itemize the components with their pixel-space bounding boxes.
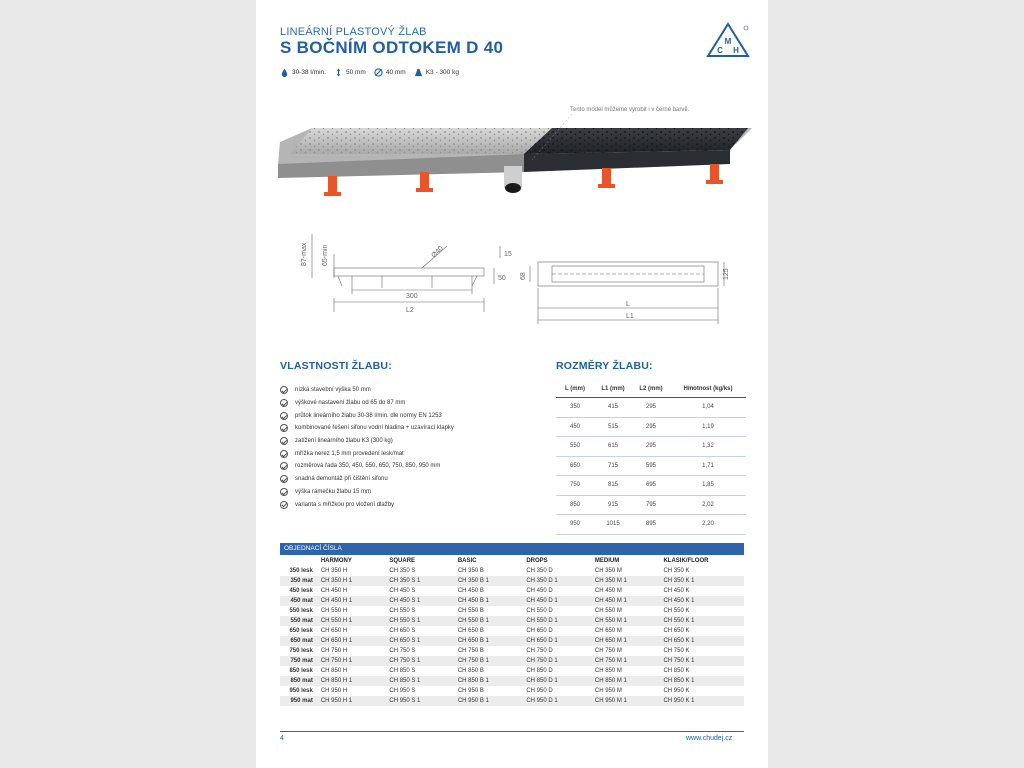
order-code: CH 650 D 1 — [524, 636, 593, 646]
dimensions-cell: 415 — [594, 398, 632, 418]
dimensions-cell: 1,85 — [670, 476, 746, 496]
order-code: CH 550 D 1 — [524, 616, 593, 626]
order-code: CH 850 S 1 — [387, 676, 455, 686]
dimensions-cell: 1,19 — [670, 417, 746, 437]
order-code: CH 550 S — [389, 608, 416, 614]
order-code: CH 750 M 1 — [593, 656, 662, 666]
orders-column-header: HARMONY — [320, 558, 352, 564]
order-code: CH 350 H 1 — [319, 576, 388, 586]
orders-row — [280, 686, 744, 696]
order-code: CH 550 H 1 — [319, 616, 388, 626]
dimensions-row — [556, 417, 746, 437]
order-code: CH 850 M 1 — [593, 676, 662, 686]
orders-row — [280, 566, 744, 576]
order-code: CH 450 M 1 — [593, 596, 662, 606]
order-code: CH 350 H — [320, 568, 348, 574]
orders-row — [280, 616, 744, 626]
property-text: kombinované řešení sifonu vodní hladina + uzavírací klapky — [295, 425, 454, 432]
dim-l1: L1 — [626, 313, 634, 320]
dimensions-cell: 795 — [632, 495, 670, 515]
order-code: CH 950 S 1 — [387, 696, 455, 706]
page-number: 4 — [280, 735, 284, 742]
order-code: CH 450 H 1 — [319, 596, 388, 606]
orders-row — [280, 666, 744, 676]
website-link[interactable]: www.chudej.cz — [686, 735, 733, 742]
spec-height-text: 50 mm — [345, 69, 366, 76]
dimensions-row — [556, 437, 746, 457]
dim-300: 300 — [406, 293, 418, 300]
orders-header-row — [280, 556, 744, 566]
order-code: CH 550 K 1 — [661, 616, 744, 626]
property-text: mřížka nerez 1,5 mm provedení lesk/mat — [295, 450, 404, 457]
orders-row-label: 350 mat — [280, 576, 319, 586]
dimensions-cell: 1,32 — [670, 437, 746, 457]
orders-row-label: 450 mat — [280, 596, 319, 606]
order-code: CH 650 M — [594, 628, 622, 634]
order-code: CH 350 D — [526, 568, 553, 574]
order-code: CH 950 S — [389, 688, 416, 694]
check-circle-icon — [280, 450, 288, 458]
properties-list — [280, 384, 530, 511]
order-code: CH 850 K — [663, 668, 690, 674]
dimensions-cell: 1,04 — [670, 398, 746, 418]
property-item — [280, 409, 530, 422]
order-code: CH 450 K 1 — [661, 596, 744, 606]
order-code: CH 850 H — [320, 668, 348, 674]
orders-heading: OBJEDNACÍ ČÍSLA — [280, 543, 744, 555]
order-code: CH 650 B 1 — [456, 636, 524, 646]
spec-bar — [280, 68, 459, 77]
water-drop-icon — [280, 68, 289, 77]
dim-125: 125 — [723, 268, 730, 280]
orders-row — [280, 596, 744, 606]
check-circle-icon — [280, 424, 288, 432]
dimensions-cell: 2,02 — [670, 495, 746, 515]
order-code: CH 450 H — [320, 588, 348, 594]
check-circle-icon — [280, 475, 288, 483]
order-code: CH 750 D 1 — [524, 656, 593, 666]
spec-height — [334, 68, 366, 77]
spec-diameter-text: 40 mm — [385, 69, 406, 76]
order-code: CH 850 H 1 — [319, 676, 388, 686]
property-text: výškové nastavení žlabu od 65 do 87 mm — [295, 400, 406, 407]
dim-l2: L2 — [406, 307, 414, 314]
orders-row-label: 950 lesk — [289, 688, 313, 694]
order-code: CH 450 K — [663, 588, 690, 594]
orders-row — [280, 626, 744, 636]
order-code: CH 750 B — [457, 648, 484, 654]
orders-row — [280, 606, 744, 616]
order-code: CH 950 H — [320, 688, 348, 694]
mch-logo — [706, 22, 750, 58]
technical-drawing — [272, 228, 752, 338]
dim-87-max: 87-max — [301, 242, 308, 266]
product-photo — [272, 112, 752, 222]
svg-text:M: M — [724, 37, 732, 46]
order-code: CH 850 B — [457, 668, 484, 674]
order-code: CH 550 B 1 — [456, 616, 524, 626]
order-code: CH 950 B — [457, 688, 484, 694]
property-item — [280, 460, 530, 473]
order-code: CH 650 H 1 — [319, 636, 388, 646]
dimensions-column-header: L (mm) — [556, 381, 594, 398]
order-code: CH 350 M 1 — [593, 576, 662, 586]
orders-row — [280, 696, 744, 706]
dimensions-cell: 615 — [594, 437, 632, 457]
page-subtitle: LINEÁRNÍ PLASTOVÝ ŽLAB — [280, 26, 427, 38]
check-circle-icon — [280, 501, 288, 509]
orders-column-header: BASIC — [457, 558, 477, 564]
orders-table — [280, 556, 744, 706]
property-text: nízká stavební výška 50 mm — [295, 387, 371, 394]
order-code: CH 550 M — [594, 608, 622, 614]
order-code: CH 450 S 1 — [387, 596, 455, 606]
order-code: CH 650 D — [526, 628, 553, 634]
catalog-page — [256, 0, 768, 768]
dimensions-column-header: Hmotnost (kg/ks) — [670, 381, 746, 398]
order-code: CH 750 H — [320, 648, 348, 654]
orders-row-label: 650 mat — [280, 636, 319, 646]
dim-l: L — [626, 301, 630, 308]
order-code: CH 350 S 1 — [387, 576, 455, 586]
order-code: CH 350 D 1 — [524, 576, 593, 586]
order-code: CH 650 M 1 — [593, 636, 662, 646]
orders-row — [280, 656, 744, 666]
order-code: CH 750 S 1 — [387, 656, 455, 666]
order-code: CH 850 D — [526, 668, 553, 674]
orders-row — [280, 576, 744, 586]
dim-65-min: 65-min — [322, 244, 329, 266]
orders-column-header: SQUARE — [389, 558, 416, 564]
check-circle-icon — [280, 437, 288, 445]
order-code: CH 750 K 1 — [661, 656, 744, 666]
order-code: CH 750 K — [663, 648, 690, 654]
order-code: CH 350 K — [663, 568, 690, 574]
property-item — [280, 422, 530, 435]
dimensions-column-header: L2 (mm) — [632, 381, 670, 398]
order-code: CH 650 B — [457, 628, 484, 634]
order-code: CH 550 K — [663, 608, 690, 614]
dimensions-row — [556, 398, 746, 418]
orders-row-label: 450 lesk — [289, 588, 313, 594]
dimensions-cell: 515 — [594, 417, 632, 437]
dimensions-cell: 550 — [556, 437, 594, 457]
order-code: CH 650 K 1 — [661, 636, 744, 646]
page-title: S BOČNÍM ODTOKEM D 40 — [280, 38, 504, 57]
property-item — [280, 435, 530, 448]
order-code: CH 350 M — [594, 568, 622, 574]
property-text: průtok lineárního žlabu 30-38 l/min. dle normy EN 1253 — [295, 412, 442, 419]
dimensions-cell: 650 — [556, 456, 594, 476]
dimensions-row — [556, 476, 746, 496]
dimensions-cell: 295 — [632, 398, 670, 418]
dimensions-header-row — [556, 381, 746, 398]
orders-row-label: 850 mat — [280, 676, 319, 686]
dim-15: 15 — [504, 251, 512, 258]
order-code: CH 450 M — [594, 588, 622, 594]
dimensions-row — [556, 456, 746, 476]
dimensions-cell: 350 — [556, 398, 594, 418]
orders-row — [280, 646, 744, 656]
order-code: CH 850 S — [389, 668, 416, 674]
property-text: výška rámečku žlabu 15 mm — [295, 488, 372, 495]
spec-flow — [280, 68, 326, 77]
order-code: CH 750 S — [389, 648, 416, 654]
properties-heading: VLASTNOSTI ŽLABU: — [280, 360, 392, 372]
dimensions-cell: 815 — [594, 476, 632, 496]
orders-bottom-rule — [280, 731, 744, 732]
property-text: snadná demontáž při čištění sifonu — [295, 476, 388, 483]
order-code: CH 450 S — [389, 588, 416, 594]
orders-row — [280, 636, 744, 646]
order-code: CH 750 H 1 — [319, 656, 388, 666]
order-code: CH 450 D — [526, 588, 553, 594]
spec-load — [414, 68, 459, 77]
check-circle-icon — [280, 462, 288, 470]
property-text: zatížení lineárního žlabu K3 (300 kg) — [295, 438, 393, 445]
order-code: CH 950 K 1 — [661, 696, 744, 706]
property-item — [280, 486, 530, 499]
orders-column-header: DROPS — [526, 558, 548, 564]
svg-text:C: C — [717, 46, 723, 55]
color-note: Tento model můžeme vyrobit i v černé barvě. — [570, 107, 690, 113]
diameter-icon — [374, 68, 383, 77]
order-code: CH 550 D — [526, 608, 553, 614]
order-code: CH 850 M — [594, 668, 622, 674]
dimensions-cell: 915 — [594, 495, 632, 515]
order-code: CH 550 H — [320, 608, 348, 614]
property-item — [280, 473, 530, 486]
order-code: CH 350 S — [389, 568, 416, 574]
dimensions-cell: 1,71 — [670, 456, 746, 476]
spec-flow-text: 30-38 l/min. — [292, 69, 326, 76]
dimensions-cell: 1015 — [594, 515, 632, 535]
spec-load-text: K3 - 300 kg — [425, 69, 459, 76]
property-item — [280, 447, 530, 460]
orders-row-label: 850 lesk — [289, 668, 313, 674]
order-code: CH 950 H 1 — [319, 696, 388, 706]
order-code: CH 550 M 1 — [593, 616, 662, 626]
dimensions-cell: 295 — [632, 417, 670, 437]
dimensions-table — [556, 381, 746, 535]
property-item — [280, 498, 530, 511]
order-code: CH 450 B — [457, 588, 484, 594]
dimensions-cell: 2,20 — [670, 515, 746, 535]
check-circle-icon — [280, 412, 288, 420]
property-item — [280, 384, 530, 397]
dimensions-cell: 595 — [632, 456, 670, 476]
dimensions-cell: 715 — [594, 456, 632, 476]
order-code: CH 550 B — [457, 608, 484, 614]
svg-text:H: H — [733, 46, 739, 55]
order-code: CH 650 K — [663, 628, 690, 634]
dimensions-cell: 950 — [556, 515, 594, 535]
dimensions-cell: 295 — [632, 437, 670, 457]
check-circle-icon — [280, 488, 288, 496]
height-arrow-icon — [334, 68, 343, 77]
spec-diameter — [374, 68, 406, 77]
order-code: CH 750 M — [594, 648, 622, 654]
orders-row-label: 950 mat — [280, 696, 319, 706]
order-code: CH 350 B 1 — [456, 576, 524, 586]
orders-row-label: 650 lesk — [289, 628, 313, 634]
dimensions-column-header: L1 (mm) — [594, 381, 632, 398]
dimensions-heading: ROZMĚRY ŽLABU: — [556, 360, 653, 372]
dim-d40: Ø40 — [430, 245, 445, 260]
dimensions-row — [556, 495, 746, 515]
dimensions-cell: 850 — [556, 495, 594, 515]
orders-row-label: 550 mat — [280, 616, 319, 626]
dimensions-cell: 750 — [556, 476, 594, 496]
order-code: CH 650 H — [320, 628, 348, 634]
orders-row — [280, 586, 744, 596]
orders-row — [280, 676, 744, 686]
orders-column-header: MEDIUM — [594, 558, 620, 564]
orders-column-header — [280, 556, 319, 566]
order-code: CH 950 M 1 — [593, 696, 662, 706]
dimensions-cell: 450 — [556, 417, 594, 437]
property-item — [280, 397, 530, 410]
property-text: rozměrová řada 350, 450, 550, 650, 750, 850, 950 mm — [295, 463, 441, 470]
dim-68: 68 — [520, 272, 527, 280]
order-code: CH 950 K — [663, 688, 690, 694]
property-text: varianta s mřížkou pro vložení dlažby — [295, 501, 395, 508]
order-code: CH 550 S 1 — [387, 616, 455, 626]
check-circle-icon — [280, 399, 288, 407]
orders-row-label: 750 mat — [280, 656, 319, 666]
order-code: CH 750 B 1 — [456, 656, 524, 666]
order-code: CH 950 B 1 — [456, 696, 524, 706]
order-code: CH 450 D 1 — [524, 596, 593, 606]
orders-column-header: KLASIK/FLOOR — [663, 558, 709, 564]
order-code: CH 850 D 1 — [524, 676, 593, 686]
check-circle-icon — [280, 386, 288, 394]
order-code: CH 850 B 1 — [456, 676, 524, 686]
dim-50: 50 — [498, 275, 506, 282]
order-code: CH 350 K 1 — [661, 576, 744, 586]
dimensions-cell: 695 — [632, 476, 670, 496]
orders-row-label: 350 lesk — [289, 568, 313, 574]
order-code: CH 650 S — [389, 628, 416, 634]
dimensions-row — [556, 515, 746, 535]
order-code: CH 650 S 1 — [387, 636, 455, 646]
weight-icon — [414, 68, 423, 77]
order-code: CH 350 B — [457, 568, 484, 574]
dimensions-cell: 895 — [632, 515, 670, 535]
order-code: CH 950 M — [594, 688, 622, 694]
orders-row-label: 550 lesk — [289, 608, 313, 614]
order-code: CH 850 K 1 — [661, 676, 744, 686]
order-code: CH 950 D 1 — [524, 696, 593, 706]
order-code: CH 950 D — [526, 688, 553, 694]
order-code: CH 750 D — [526, 648, 553, 654]
orders-row-label: 750 lesk — [289, 648, 313, 654]
order-code: CH 450 B 1 — [456, 596, 524, 606]
